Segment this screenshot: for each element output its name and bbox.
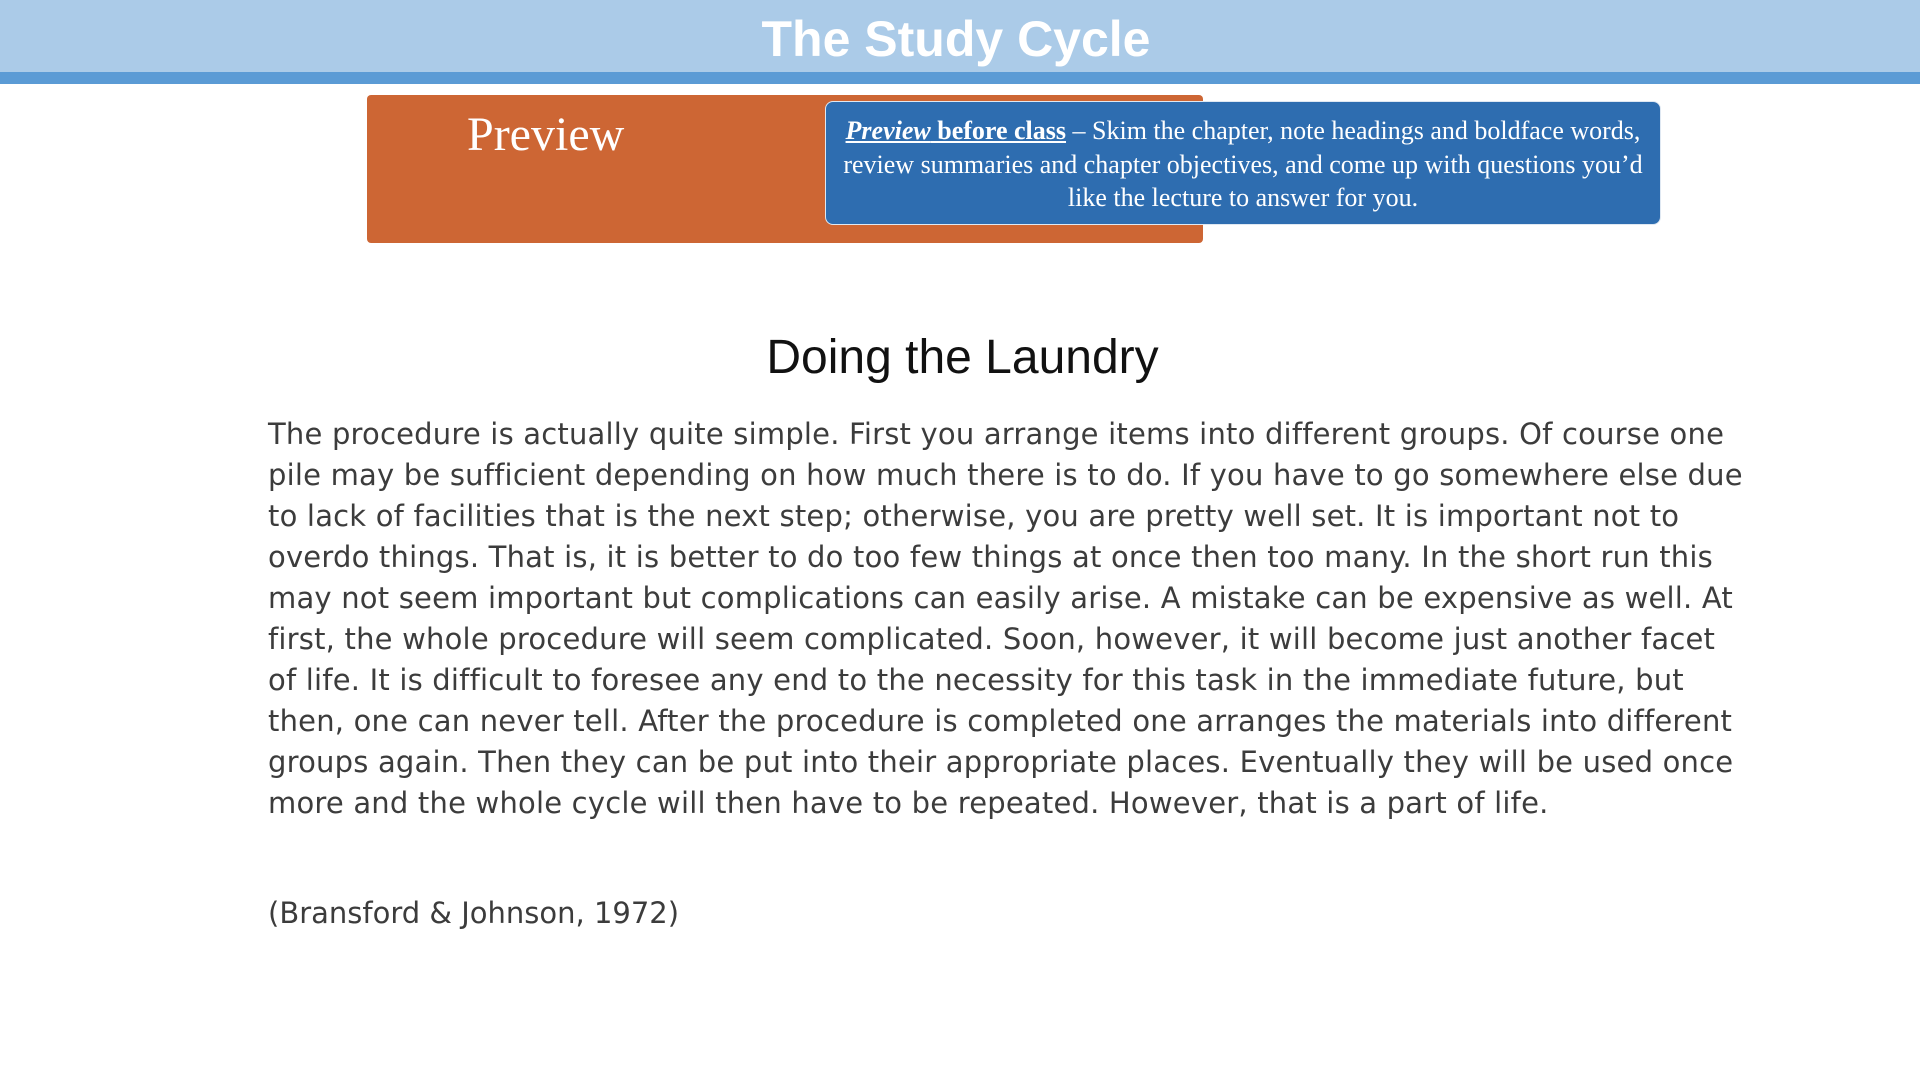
passage-citation: (Bransford & Johnson, 1972) xyxy=(268,896,680,930)
passage-line: may not seem important but complications can easily arise. A mistake can be expensive as well. At xyxy=(268,581,1733,615)
passage-line: The procedure is actually quite simple. First you arrange items into different groups. Of course one xyxy=(268,417,1725,451)
callout-lead xyxy=(846,116,1066,145)
callout-lead-rest: before class xyxy=(930,116,1067,145)
passage-line: overdo things. That is, it is better to do too few things at once then too many. In the short run this xyxy=(268,540,1713,574)
passage-line: first, the whole procedure will seem complicated. Soon, however, it will become just another facet xyxy=(268,622,1716,656)
slide-title: The Study Cycle xyxy=(761,11,1151,67)
passage-line: then, one can never tell. After the procedure is completed one arranges the materials into different xyxy=(268,704,1733,738)
passage-line: of life. It is difficult to foresee any end to the necessity for this task in the immediate future, but xyxy=(268,663,1684,697)
passage-line: groups again. Then they can be put into their appropriate places. Eventually they will be used once xyxy=(268,745,1734,779)
passage-line: more and the whole cycle will then have to be repeated. However, that is a part of life. xyxy=(268,786,1549,820)
passage-body xyxy=(268,414,1828,824)
preview-description-callout xyxy=(825,101,1661,225)
preview-step-label: Preview xyxy=(467,108,625,161)
passage-line: to lack of facilities that is the next step; otherwise, you are pretty well set. It is important not to xyxy=(268,499,1680,533)
passage-line: pile may be sufficient depending on how much there is to do. If you have to go somewhere else due xyxy=(268,458,1743,492)
callout-description: – Skim the chapter, note headings and boldface words, review summaries and chapter objectives, and come up with questions you’d like the lecture to answer for you. xyxy=(843,116,1643,212)
callout-lead-italic: Preview xyxy=(845,116,931,145)
passage-heading: Doing the Laundry xyxy=(766,331,1159,384)
